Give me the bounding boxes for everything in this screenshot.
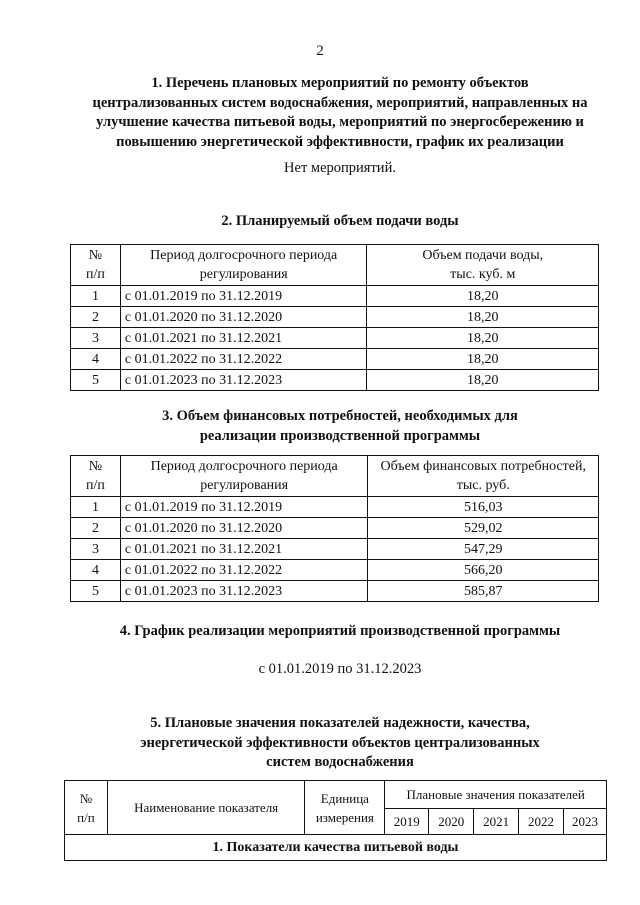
table-header-row [71, 245, 599, 286]
row-period: с 01.01.2022 по 31.12.2022 [120, 560, 368, 581]
year-header: 2023 [564, 809, 607, 835]
row-period: с 01.01.2020 по 31.12.2020 [120, 307, 367, 328]
row-value: 566,20 [368, 560, 599, 581]
table-row [71, 581, 599, 602]
col-header-period: Период долгосрочного периода регулирования [120, 245, 367, 286]
row-number: 4 [71, 560, 121, 581]
subheader-quality: 1. Показатели качества питьевой воды [65, 835, 607, 861]
row-period: с 01.01.2019 по 31.12.2019 [120, 497, 368, 518]
table-row [71, 286, 599, 307]
table-row [71, 328, 599, 349]
section5-title-line: энергетической эффективности объектов централизованных [140, 734, 540, 751]
row-period: с 01.01.2021 по 31.12.2021 [120, 539, 368, 560]
section1-title-line: повышению энергетической эффективности, график их реализации [116, 133, 564, 150]
table-row [71, 539, 599, 560]
section3-title [40, 407, 640, 446]
section4-period: с 01.01.2019 по 31.12.2023 [258, 661, 422, 677]
row-period: с 01.01.2023 по 31.12.2023 [120, 370, 367, 391]
row-value: 516,03 [368, 497, 599, 518]
table-header-row [65, 781, 607, 809]
col-header-value: Объем финансовых потребностей, тыс. руб. [368, 456, 599, 497]
indicators-table [64, 780, 607, 861]
col-header-unit: Единица измерения [305, 781, 385, 835]
section5-title-line: 5. Плановые значения показателей надежности, качества, [150, 715, 530, 731]
section1-title-line: централизованных систем водоснабжения, мероприятий, направленных на [92, 94, 588, 111]
year-header: 2022 [519, 809, 564, 835]
section3-title-line: реализации производственной программы [199, 427, 481, 444]
table-row [71, 518, 599, 539]
col-header-plan: Плановые значения показателей [385, 781, 607, 809]
col-header-num: № п/п [65, 781, 108, 835]
col-header-num: № п/п [71, 245, 121, 286]
water-supply-table [70, 244, 599, 391]
section1-title-line: улучшение качества питьевой воды, мероприятий по энергосбережению и [96, 114, 584, 130]
row-value: 18,20 [367, 349, 599, 370]
section1-note: Нет мероприятий. [284, 160, 396, 176]
row-value: 529,02 [368, 518, 599, 539]
row-number: 3 [71, 539, 121, 560]
row-value: 18,20 [367, 286, 599, 307]
row-value: 18,20 [367, 370, 599, 391]
row-value: 547,29 [368, 539, 599, 560]
section4-title: 4. График реализации мероприятий производственной программы [119, 623, 561, 639]
col-header-name: Наименование показателя [107, 781, 305, 835]
section2-title: 2. Планируемый объем подачи воды [221, 213, 459, 229]
col-header-period: Период долгосрочного периода регулирования [120, 456, 368, 497]
row-value: 18,20 [367, 328, 599, 349]
page-number: 2 [316, 43, 324, 59]
row-value: 585,87 [368, 581, 599, 602]
table-row [71, 349, 599, 370]
table-row [71, 370, 599, 391]
year-header: 2019 [385, 809, 429, 835]
row-period: с 01.01.2021 по 31.12.2021 [120, 328, 367, 349]
section3-title-line: 3. Объем финансовых потребностей, необходимых для [162, 408, 518, 424]
table-row [71, 497, 599, 518]
table-subheader-row [65, 835, 607, 861]
row-number: 4 [71, 349, 121, 370]
row-number: 1 [71, 286, 121, 307]
row-period: с 01.01.2022 по 31.12.2022 [120, 349, 367, 370]
col-header-value: Объем подачи воды, тыс. куб. м [367, 245, 599, 286]
row-period: с 01.01.2020 по 31.12.2020 [120, 518, 368, 539]
table-row [71, 307, 599, 328]
row-number: 5 [71, 581, 121, 602]
row-value: 18,20 [367, 307, 599, 328]
row-number: 3 [71, 328, 121, 349]
row-number: 2 [71, 518, 121, 539]
row-number: 2 [71, 307, 121, 328]
year-header: 2020 [429, 809, 474, 835]
year-header: 2021 [474, 809, 519, 835]
section1-title-line: 1. Перечень плановых мероприятий по ремонту объектов [151, 75, 529, 91]
row-number: 1 [71, 497, 121, 518]
table-header-row [71, 456, 599, 497]
row-number: 5 [71, 370, 121, 391]
table-row [71, 560, 599, 581]
row-period: с 01.01.2019 по 31.12.2019 [120, 286, 367, 307]
section5-title-line: систем водоснабжения [266, 754, 414, 770]
col-header-num: № п/п [71, 456, 121, 497]
financial-needs-table [70, 455, 599, 602]
section5-title [40, 714, 640, 773]
section1-title [40, 74, 640, 152]
row-period: с 01.01.2023 по 31.12.2023 [120, 581, 368, 602]
